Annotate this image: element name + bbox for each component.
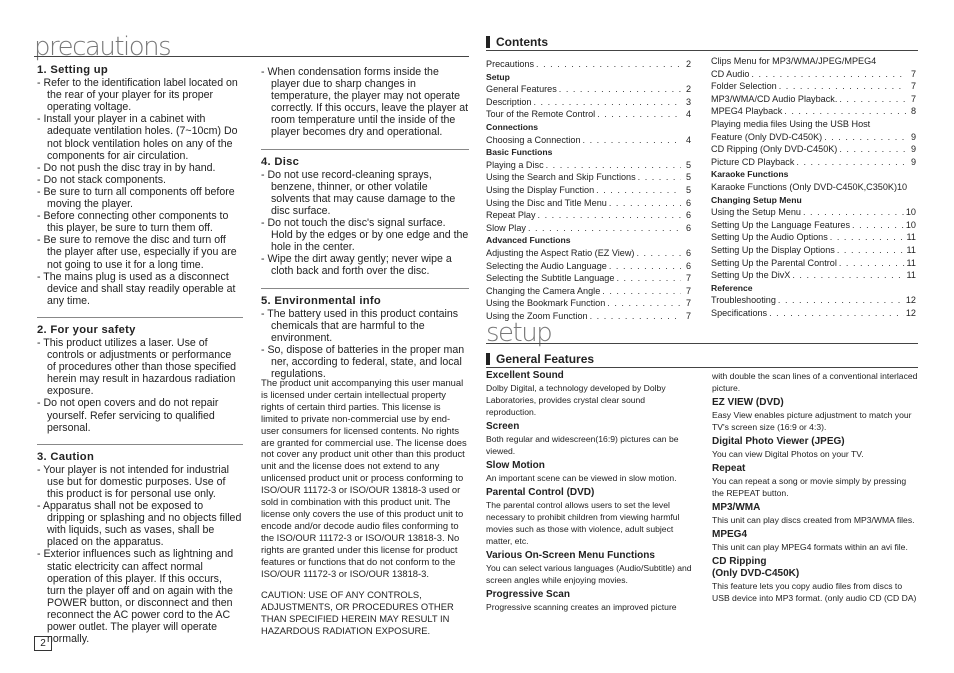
contents-entry[interactable] — [486, 209, 691, 222]
feature-heading: CD Ripping (Only DVD-C450K) — [712, 556, 800, 579]
contents-entry-label: CD Audio — [711, 68, 750, 79]
precaution-section — [37, 318, 243, 445]
contents-entry[interactable] — [486, 197, 691, 210]
section-heading: 5. Environmental info — [261, 294, 382, 307]
contents-entry-page: 10 — [905, 219, 916, 230]
contents-heading: Contents — [486, 36, 548, 48]
leader-dots — [559, 83, 681, 96]
leader-dots — [583, 134, 681, 147]
contents-category: Basic Functions — [486, 147, 553, 158]
contents-entry-label: Folder Selection — [711, 81, 777, 92]
leader-dots — [607, 297, 681, 310]
feature-heading: Progressive Scan — [486, 589, 570, 600]
feature-description: The parental control allows users to set the level necessary to prohibit children from viewing harmful movies such as those with violence, adult subject matter, etc. — [486, 500, 680, 546]
contents-entry-page: 6 — [685, 210, 691, 221]
contents-entry-page: 8 — [910, 106, 916, 117]
precaution-item: - Do not stack components. — [37, 173, 166, 186]
contents-entry[interactable] — [711, 231, 916, 244]
leader-dots — [534, 96, 682, 109]
leader-dots — [830, 231, 905, 244]
feature-heading: MPEG4 — [712, 529, 748, 540]
feature-description: with double the scan lines of a conventional interlaced picture. — [712, 371, 918, 393]
contents-entry-page: 6 — [685, 260, 691, 271]
contents-entry-page: 5 — [685, 184, 691, 195]
precaution-item: - Be sure to remove the disc and turn off the player after use, especially if you are not going to use it for a long time. — [37, 234, 237, 271]
feature-description: You can view Digital Photos on your TV. — [712, 449, 864, 459]
contents-entry-page: 12 — [905, 295, 916, 306]
feature-description: You can select various languages (Audio/Subtitle) and screen angles while enjoying movies. — [486, 563, 692, 585]
precaution-item: - Be sure to turn all components off before moving the player. — [37, 185, 235, 211]
feature-description: This feature lets you copy audio files from discs to USB device into MP3 format. (only audio CD (CD DA) — [712, 581, 917, 603]
contents-entry-label: Choosing a Connection — [486, 134, 581, 145]
contents-list-right — [711, 55, 916, 319]
contents-entry[interactable] — [486, 134, 691, 147]
feature-description: Progressive scanning creates an improved picture — [486, 602, 677, 612]
leader-dots — [778, 294, 904, 307]
contents-entry[interactable] — [486, 171, 691, 184]
contents-entry-label: Repeat Play — [486, 210, 536, 221]
feature-description: Dolby Digital, a technology developed by Dolby Laboratories, provides crystal clear sound reproduction. — [486, 383, 666, 417]
contents-entry-label: Troubleshooting — [711, 295, 776, 306]
contents-entry-page: 7 — [685, 298, 691, 309]
contents-entry[interactable] — [486, 58, 691, 71]
precaution-section — [261, 150, 469, 289]
contents-entry-page: 2 — [685, 84, 691, 95]
leader-dots — [839, 93, 906, 106]
feature-description: This unit can play MPEG4 formats within an avi file. — [712, 542, 908, 552]
contents-entry-page: 5 — [685, 172, 691, 183]
contents-entry-page: 7 — [685, 273, 691, 284]
contents-entry[interactable] — [486, 184, 691, 197]
section-heading: 4. Disc — [261, 155, 300, 168]
contents-entry-page: 9 — [910, 156, 916, 167]
contents-entry: Karaoke Functions (Only DVD-C450K,C350K)10 — [711, 181, 908, 192]
leader-dots — [779, 80, 906, 93]
leader-dots — [852, 219, 904, 232]
feature-heading: Excellent Sound — [486, 370, 564, 381]
contents-entry-label: Description — [486, 96, 532, 107]
feature-description: Both regular and widescreen(16:9) pictures can be viewed. — [486, 434, 679, 456]
leader-dots — [609, 197, 681, 210]
leader-dots — [596, 184, 681, 197]
contents-entry[interactable] — [711, 257, 916, 270]
leader-dots — [528, 222, 681, 235]
feature-heading: Slow Motion — [486, 460, 545, 471]
contents-entry-label: CD Ripping (Only DVD-C450K) — [711, 144, 838, 155]
precautions-column-2 — [261, 66, 469, 390]
contents-entry-label: General Features — [486, 84, 557, 95]
contents-entry-label: Setting Up the DivX — [711, 270, 791, 281]
contents-entry-label: Precautions — [486, 59, 535, 69]
contents-entry[interactable] — [486, 159, 691, 172]
precautions-rule — [34, 56, 469, 57]
contents-entry-page: 5 — [685, 159, 691, 170]
contents-entry-page: 7 — [910, 81, 916, 92]
precaution-item: - So, dispose of batteries in the proper man ner, according to federal, state, and local regulations. — [261, 343, 465, 381]
contents-entry[interactable] — [711, 80, 916, 93]
contents-entry[interactable] — [711, 294, 916, 307]
contents-entry[interactable] — [486, 222, 691, 235]
contents-entry-label: Using the Bookmark Function — [486, 298, 606, 309]
contents-entry-page: 9 — [910, 131, 916, 142]
leader-dots — [839, 143, 906, 156]
contents-category: Advanced Functions — [486, 235, 571, 246]
leader-dots — [538, 209, 681, 222]
contents-entry-label: Playing a Disc — [486, 159, 544, 170]
leader-dots — [616, 272, 681, 285]
contents-entry-label: Setting Up the Audio Options — [711, 232, 828, 243]
features-column-left — [486, 370, 694, 613]
features-column-right — [712, 370, 918, 604]
contents-entry-page: 9 — [910, 144, 916, 155]
leader-dots — [769, 307, 904, 320]
precaution-section — [37, 445, 243, 656]
precaution-item: - Apparatus shall not be exposed to dripping or splashing and no objects filled with liquids, such as vases, shall be placed on the apparatus. — [37, 500, 242, 549]
contents-category: Reference — [711, 282, 753, 293]
contents-entry[interactable] — [486, 285, 691, 298]
license-notice — [261, 377, 467, 637]
precaution-item: - Exterior influences such as lightning and static electricity can affect normal operation of this player. If this occurs, turn the player off and on again with the POWER button, or disconnect and then reconnect the AC power cord to the AC power outlet. The player will operate normally. — [37, 548, 234, 646]
general-features-heading: General Features — [486, 353, 594, 365]
contents-entry-label: Setting Up the Display Options — [711, 244, 835, 255]
caution-text: CAUTION: USE OF ANY CONTROLS, ADJUSTMENTS, OR PROCEDURES OTHER THAN SPECIFIED HEREIN MAY RESULT IN HAZARDOUS RADIATION EXPOSURE. — [261, 589, 454, 637]
contents-list-left — [486, 58, 691, 322]
contents-entry-label: Adjusting the Aspect Ratio (EZ View) — [486, 247, 635, 258]
leader-dots — [792, 269, 904, 282]
leader-dots — [602, 285, 681, 298]
contents-entry-page: 11 — [906, 232, 916, 243]
precaution-item: - Do not touch the disc's signal surface. Hold by the edges or by one edge and the hole in the center. — [261, 217, 469, 254]
contents-entry-label: Using the Zoom Function — [486, 310, 588, 321]
contents-entry[interactable] — [711, 93, 916, 106]
contents-entry-page: 6 — [685, 247, 691, 258]
contents-rule — [486, 50, 918, 51]
contents-entry-page: 12 — [905, 307, 916, 318]
contents-entry-label: Tour of the Remote Control — [486, 109, 596, 120]
contents-entry-label: Selecting the Audio Language — [486, 260, 607, 271]
precaution-item: - Install your player in a cabinet with adequate ventilation holes. (7~10cm) Do not block ventilation holes on any of the components for air circulation. — [37, 113, 238, 162]
setup-rule — [486, 343, 918, 344]
precaution-item: - Do not open covers and do not repair yourself. Refer servicing to qualified personal. — [37, 397, 219, 434]
contents-entry-page: 11 — [906, 244, 916, 255]
feature-description: This unit can play discs created from MP3/WMA files. — [712, 515, 915, 525]
precaution-item: - Do not use record-cleaning sprays, benzene, thinner, or other volatile solvents that may cause damage to the disc surface. — [261, 168, 456, 217]
feature-heading: Repeat — [712, 463, 746, 474]
precaution-section — [37, 64, 243, 318]
contents-category: Connections — [486, 121, 539, 132]
feature-heading: Screen — [486, 421, 520, 432]
contents-entry-label: MPEG4 Playback — [711, 106, 783, 117]
leader-dots — [636, 247, 681, 260]
contents-category: Karaoke Functions — [711, 169, 789, 180]
contents-entry-label: Feature (Only DVD-C450K) — [711, 131, 823, 142]
contents-entry-label: Using the Disc and Title Menu — [486, 197, 607, 208]
feature-description: Easy View enables picture adjustment to match your TV's screen size (16:9 or 4:3). — [712, 410, 912, 432]
contents-entry-label: Using the Display Function — [486, 184, 595, 195]
precaution-section — [261, 66, 469, 150]
feature-description: You can repeat a song or movie simply by pressing the REPEAT button. — [712, 476, 907, 498]
contents-entry-page: 3 — [685, 96, 691, 107]
contents-entry[interactable] — [486, 96, 691, 109]
contents-entry: Clips Menu for MP3/WMA/JPEG/MPEG4 — [711, 56, 877, 66]
contents-category: Setup — [486, 71, 510, 82]
contents-entry[interactable] — [711, 68, 916, 81]
leader-dots — [638, 171, 681, 184]
contents-entry-label: Slow Play — [486, 222, 526, 233]
contents-entry-page: 4 — [685, 109, 691, 120]
contents-entry[interactable] — [711, 244, 916, 257]
precaution-item: - Before connecting other components to this player, be sure to turn them off. — [37, 210, 229, 235]
feature-heading: Various On-Screen Menu Functions — [486, 550, 655, 561]
contents-entry-label: MP3/WMA/CD Audio Playback. — [711, 93, 838, 104]
feature-heading: EZ VIEW (DVD) — [712, 397, 784, 408]
contents-entry-page: 6 — [685, 197, 691, 208]
leader-dots — [839, 257, 905, 270]
feature-description: An important scene can be viewed in slow motion. — [486, 473, 677, 483]
contents-entry-label: Using the Search and Skip Functions — [486, 172, 636, 183]
precaution-item: - Your player is not intended for industrial use but for domestic purposes. Use of this product is for personal use only. — [37, 463, 229, 500]
feature-heading: Digital Photo Viewer (JPEG) — [712, 436, 845, 447]
contents-entry[interactable] — [486, 272, 691, 285]
precaution-section — [261, 289, 469, 391]
contents-entry-label: Setting Up the Language Features — [711, 219, 851, 230]
section-heading: 3. Caution — [37, 450, 95, 463]
precautions-title: precautions — [34, 32, 171, 62]
contents-entry[interactable] — [486, 83, 691, 96]
leader-dots — [597, 108, 681, 121]
leader-dots — [837, 244, 905, 257]
contents-entry-label: Picture CD Playback — [711, 156, 795, 167]
precaution-item: - Refer to the identification label located on the rear of your player for its proper operating voltage. — [37, 77, 238, 114]
contents-entry: Playing media files Using the USB Host — [711, 118, 871, 129]
contents-entry[interactable] — [711, 143, 916, 156]
section-heading: 2. For your safety — [37, 323, 136, 336]
leader-dots — [796, 156, 906, 169]
contents-entry[interactable] — [486, 260, 691, 273]
section-heading: 1. Setting up — [37, 64, 109, 76]
contents-entry[interactable] — [711, 131, 916, 144]
contents-category: Changing Setup Menu — [711, 194, 802, 205]
contents-entry[interactable] — [711, 156, 916, 169]
leader-dots — [824, 131, 906, 144]
page-number: 2 — [34, 636, 52, 651]
contents-entry[interactable] — [486, 247, 691, 260]
contents-entry-page: 7 — [685, 285, 691, 296]
setup-title: setup — [486, 318, 552, 348]
feature-heading: Parental Control (DVD) — [486, 487, 595, 498]
contents-entry-label: Changing the Camera Angle — [486, 285, 601, 296]
leader-dots — [546, 159, 681, 172]
license-text: The product unit accompanying this user manual is licensed under certain intellectual property rights of certain third parties. This license is limited to private non-commercial use by end-user consumers for licensed contents. No rights are granted for commercial use. The license does not cover any product unit other than this product unit and the license does not extend to any unlicensed product unit or process conforming to ISO/OUR 11172-3 or ISO/OUR 13818-3 used or sold in combination with this product unit. The license only covers the use of this product unit to encode and/or decode audio files conforming to the ISO/OUR 11172-3 or ISO/OUR 13818-3. No rights are granted under this license for product features or functions that do not conform to the ISO/OUR 11172-3 or ISO/OUR 13818-3. — [261, 377, 467, 579]
contents-entry-label: Selecting the Subtitle Language — [486, 273, 615, 284]
precaution-item: - Do not push the disc tray in by hand. — [37, 161, 216, 174]
contents-entry-page: 11 — [906, 257, 916, 268]
contents-entry[interactable] — [486, 297, 691, 310]
contents-entry-page: 10 — [905, 207, 916, 218]
contents-entry-page: 7 — [685, 310, 691, 321]
contents-entry-page: 7 — [910, 68, 916, 79]
contents-entry[interactable] — [486, 108, 691, 121]
leader-dots — [803, 206, 904, 219]
contents-entry-page: 6 — [685, 222, 691, 233]
contents-entry[interactable] — [711, 206, 916, 219]
leader-dots — [590, 310, 681, 323]
contents-entry-page: 7 — [910, 93, 916, 104]
precaution-item: - This product utilizes a laser. Use of controls or adjustments or performance of procedures other than those specified herein may result in hazardous radiation exposure. — [37, 336, 237, 398]
precaution-item: - When condensation forms inside the player due to sharp changes in temperature, the player may not operate correctly. If this occurs, leave the player at room temperature until the inside of the player becomes dry and operational. — [261, 66, 469, 139]
feature-heading: MP3/WMA — [712, 502, 761, 513]
contents-entry-page: 11 — [906, 270, 916, 281]
leader-dots — [536, 58, 681, 71]
contents-entry[interactable] — [711, 105, 916, 118]
leader-dots — [609, 260, 681, 273]
contents-entry-label: Setting Up the Parental Control — [711, 257, 837, 268]
contents-entry-page: 4 — [685, 134, 691, 145]
leader-dots — [784, 105, 906, 118]
leader-dots — [751, 68, 906, 81]
precaution-item: - The mains plug is used as a disconnect device and shall stay readily operable at any time. — [37, 270, 236, 307]
precaution-item: - Wipe the dirt away gently; never wipe a cloth back and forth over the disc. — [261, 253, 452, 278]
contents-entry-label: Specifications — [711, 307, 768, 318]
contents-entry-page: 2 — [685, 59, 691, 69]
precautions-column-1 — [37, 64, 243, 655]
contents-entry[interactable] — [711, 219, 916, 232]
contents-entry[interactable] — [711, 269, 916, 282]
precaution-item: - The battery used in this product contains chemicals that are harmful to the environment. — [261, 307, 459, 344]
general-features-rule — [486, 367, 918, 368]
contents-entry[interactable] — [711, 307, 916, 320]
contents-entry-label: Using the Setup Menu — [711, 207, 801, 218]
